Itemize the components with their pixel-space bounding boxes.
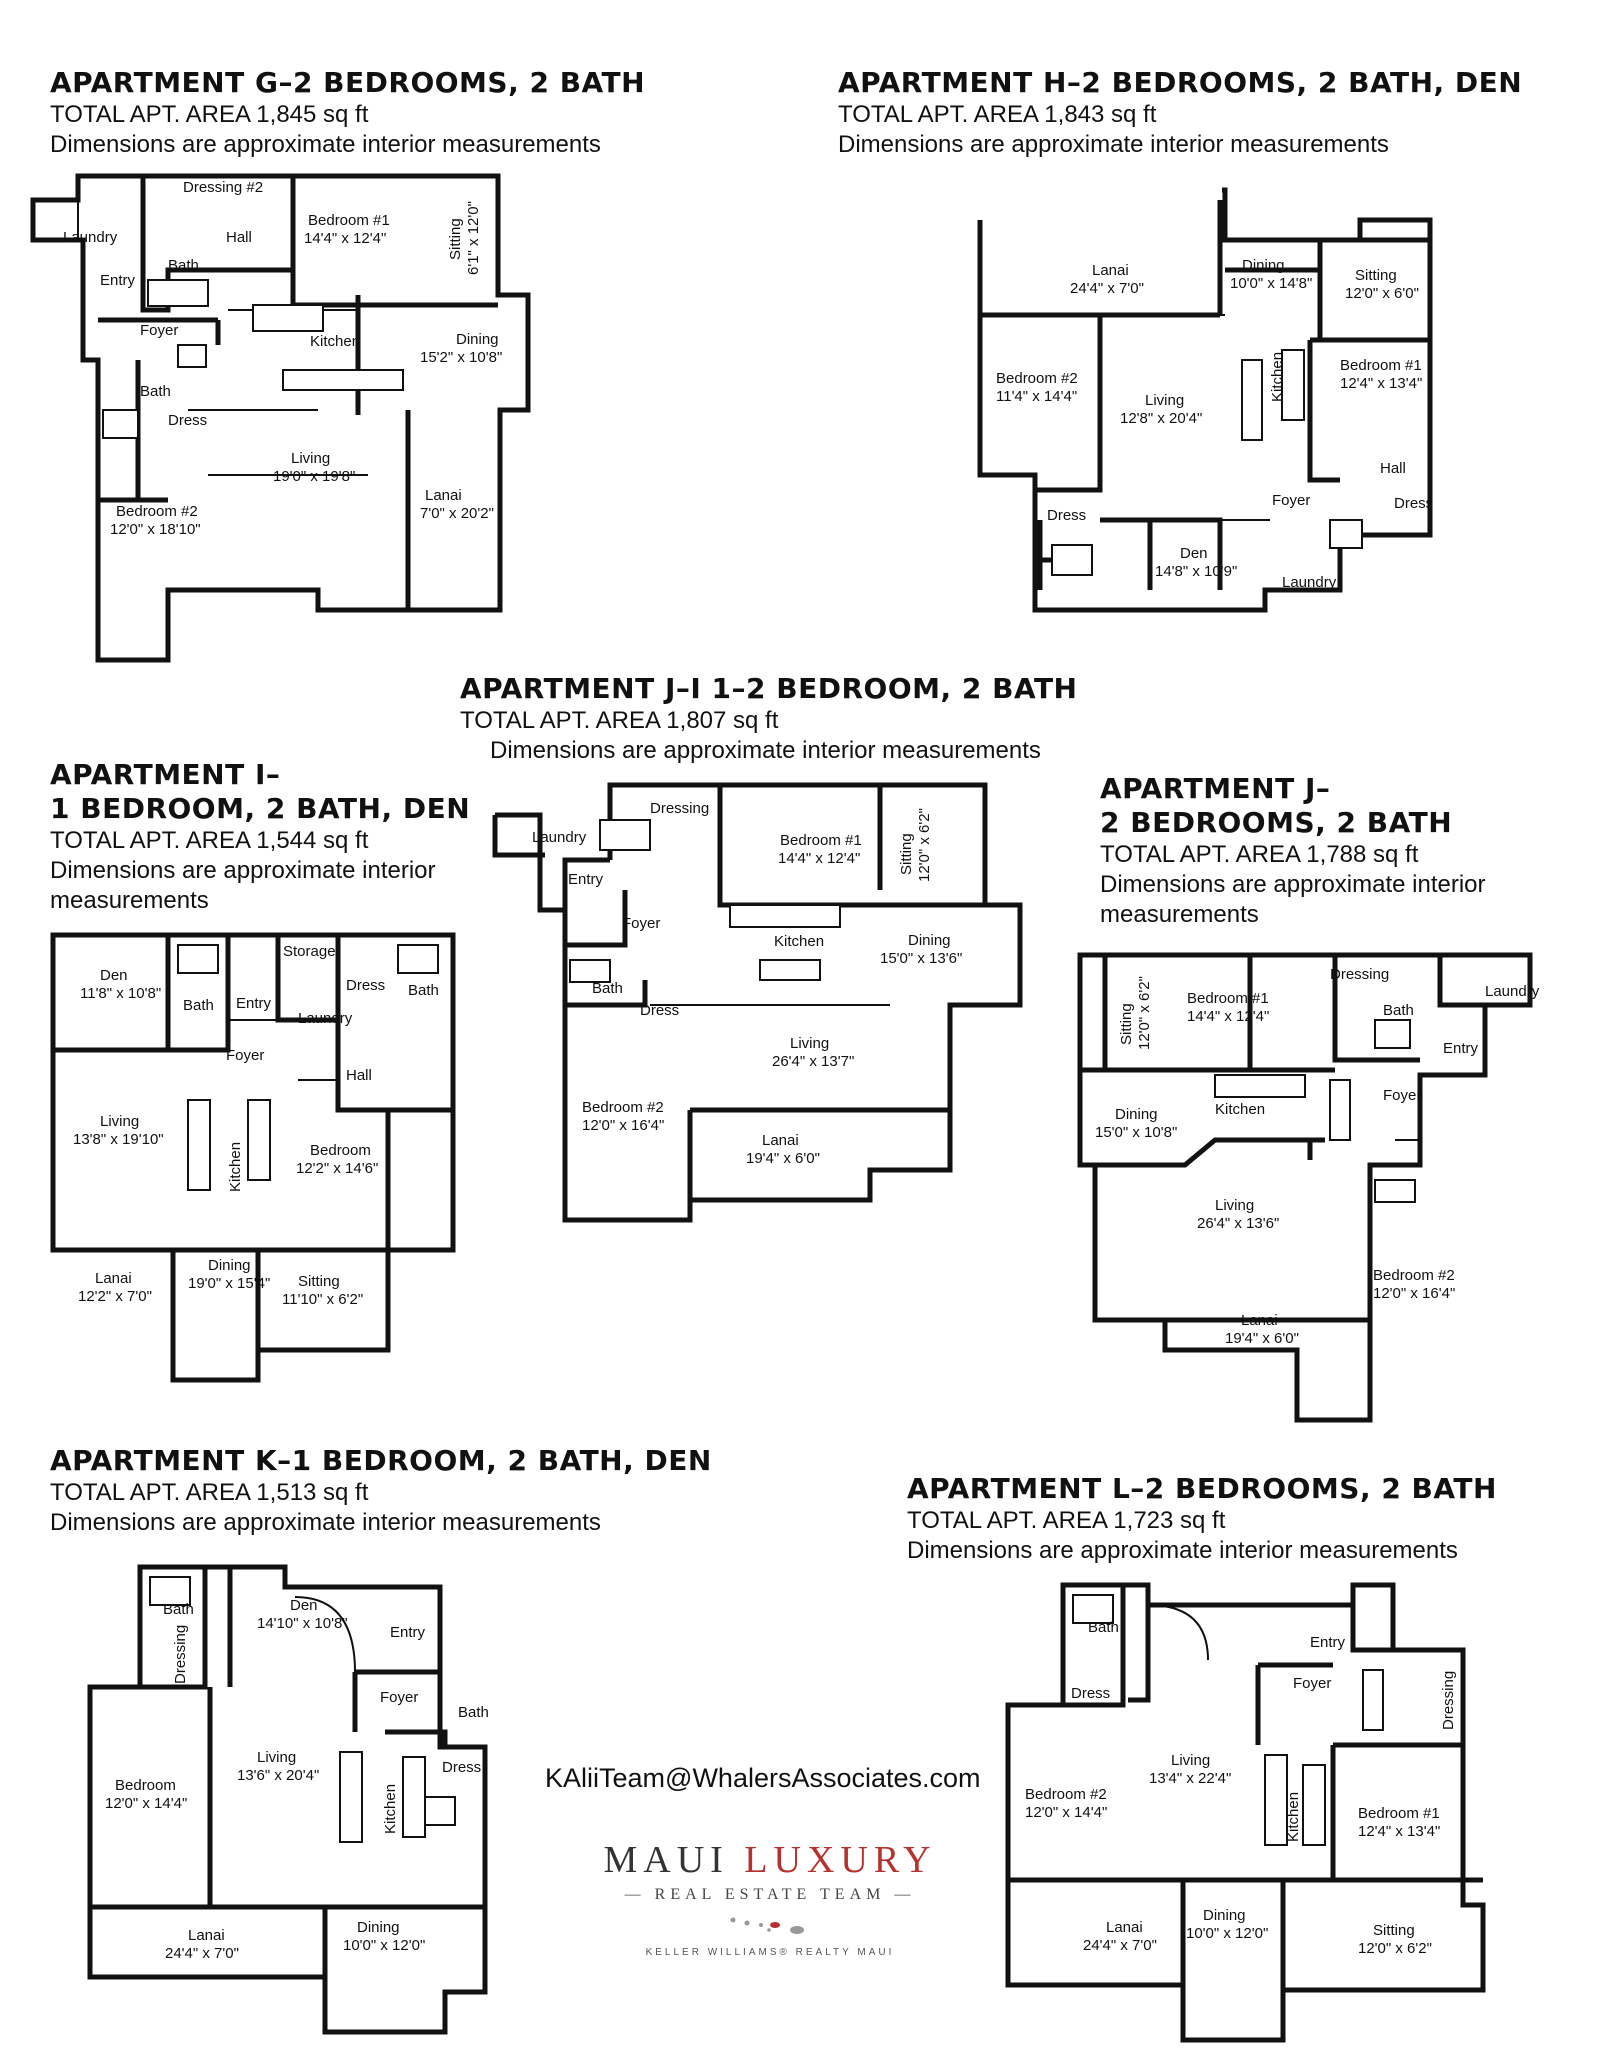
j-dining-dim: 15'0" x 10'8" [1095,1124,1178,1141]
j1-dress-label: Dress [640,1002,680,1019]
k-dining-label: Dining [357,1919,400,1936]
hawaii-islands-icon [725,1914,815,1934]
l-bedroom1-label: Bedroom #1 [1358,1805,1440,1822]
apartment-h-floorplan [980,190,1450,620]
i-dining-label: Dining [208,1257,251,1274]
l-living-label: Living [1171,1752,1211,1769]
l-lanai-dim: 24'4" x 7'0" [1083,1937,1157,1954]
apartment-k-area: TOTAL APT. AREA 1,513 sq ft [50,1479,369,1506]
l-entry-label: Entry [1310,1634,1346,1651]
apartment-h-dims-note: Dimensions are approximate interior measurements [838,131,1389,158]
j1-sitting-label: Sitting [898,833,915,875]
j1-lanai-label: Lanai [762,1132,799,1149]
j-lanai-dim: 19'4" x 6'0" [1225,1330,1299,1347]
k-den-dim: 14'10" x 10'8" [257,1615,348,1632]
h-bedroom2-dim: 11'4" x 14'4" [996,388,1078,405]
i-den-label: Den [100,967,128,984]
i-lanai-dim: 12'2" x 7'0" [78,1288,152,1305]
apartment-k-title: APARTMENT K–1 BEDROOM, 2 BATH, DEN [50,1444,712,1477]
i-dining-dim: 19'0" x 15'4" [188,1275,271,1292]
apartment-i-dims-note: Dimensions are approximate interior measurements [50,857,436,914]
g-entry-label: Entry [100,272,136,289]
g-dress-label: Dress [168,412,208,429]
h-dress-label: Dress [1047,507,1087,524]
h-bedroom2-label: Bedroom #2 [996,370,1078,387]
g-sitting-dim: 6'1" x 12'0" [465,201,482,275]
h-bedroom1-label: Bedroom #1 [1340,357,1422,374]
l-foyer-label: Foyer [1293,1675,1332,1692]
g-dressing2-label: Dressing #2 [183,179,264,196]
h-sitting-label: Sitting [1355,267,1397,284]
i-dress-label: Dress [346,977,386,994]
i-lanai-label: Lanai [95,1270,132,1287]
j-living-label: Living [1215,1197,1255,1214]
l-bedroom2-label: Bedroom #2 [1025,1786,1107,1803]
g-lanai-label: Lanai [425,487,462,504]
j1-living-label: Living [790,1035,830,1052]
h-kitchen-label: Kitchen [1269,351,1286,402]
j1-bath-label: Bath [592,980,623,997]
apartment-j1-floorplan [490,780,1030,1240]
j-living-dim: 26'4" x 13'6" [1197,1215,1280,1232]
i-den-dim: 11'8" x 10'8" [80,985,162,1002]
h-den-dim: 14'8" x 10'9" [1155,563,1238,580]
k-kitchen-label: Kitchen [382,1783,399,1834]
apartment-h-header [838,66,1522,160]
h-laundry-label: Laundry [1282,574,1337,591]
apartment-l-area: TOTAL APT. AREA 1,723 sq ft [907,1507,1226,1534]
h-hall-label: Hall [1380,460,1406,477]
j-bedroom2-dim: 12'0" x 16'4" [1373,1285,1456,1302]
h-lanai-dim: 24'4" x 7'0" [1070,280,1144,297]
i-living-label: Living [100,1113,140,1130]
g-living-label: Living [291,450,331,467]
g-laundry-label: Laundry [63,229,118,246]
k-dressing-label: Dressing [172,1624,189,1684]
apartment-l-floorplan [1003,1580,1493,2050]
l-kitchen-label: Kitchen [1285,1791,1302,1842]
j-lanai-label: Lanai [1241,1312,1278,1329]
j-sitting-dim: 12'0" x 6'2" [1136,976,1153,1050]
apartment-j-area: TOTAL APT. AREA 1,788 sq ft [1100,841,1419,868]
k-bath2-label: Bath [458,1704,489,1721]
h-living-label: Living [1145,392,1185,409]
h-dining-dim: 10'0" x 14'8" [1230,275,1313,292]
apartment-j1-title: APARTMENT J–I 1–2 BEDROOM, 2 BATH [460,672,1078,705]
apartment-g-header [50,66,645,160]
j1-bedroom2-dim: 12'0" x 16'4" [582,1117,665,1134]
j-sitting-label: Sitting [1118,1003,1135,1045]
logo-word-luxury: LUXURY [744,1839,937,1881]
j1-sitting-dim: 12'0" x 6'2" [916,808,933,882]
i-bath-label: Bath [183,997,214,1014]
l-sitting-dim: 12'0" x 6'2" [1358,1940,1432,1957]
k-dining-dim: 10'0" x 12'0" [343,1937,426,1954]
i-sitting-label: Sitting [298,1273,340,1290]
apartment-j-header [1100,772,1486,930]
j1-laundry-label: Laundry [532,829,587,846]
i-storage-label: Storage [283,943,336,960]
g-living-dim: 19'0" x 19'8" [273,468,356,485]
h-den-label: Den [1180,545,1208,562]
l-bath-label: Bath [1088,1619,1119,1636]
g-bedroom2-label: Bedroom #2 [116,503,198,520]
maui-luxury-logo [590,1838,950,1958]
i-living-dim: 13'8" x 19'10" [73,1131,164,1148]
apartment-g-floorplan [28,170,538,660]
k-dress-label: Dress [442,1759,482,1776]
g-sitting-label: Sitting [447,218,464,260]
apartment-j-dims-note: Dimensions are approximate interior measurements [1100,871,1486,928]
l-sitting-label: Sitting [1373,1922,1415,1939]
l-lanai-label: Lanai [1106,1919,1143,1936]
i-kitchen-label: Kitchen [227,1141,244,1192]
h-dress2-label: Dress [1394,495,1434,512]
j1-entry-label: Entry [568,871,604,888]
j-laundry-label: Laundry [1485,983,1540,1000]
logo-word-maui: MAUI [603,1839,729,1881]
k-bedroom-dim: 12'0" x 14'4" [105,1795,188,1812]
contact-email[interactable]: KAliiTeam@WhalersAssociates.com [545,1763,981,1793]
i-entry-label: Entry [236,995,272,1012]
i-sitting-dim: 11'10" x 6'2" [282,1291,364,1308]
g-lanai-dim: 7'0" x 20'2" [420,505,494,522]
j1-bedroom1-dim: 14'4" x 12'4" [778,850,861,867]
h-lanai-label: Lanai [1092,262,1129,279]
apartment-j-floorplan [1075,950,1575,1430]
apartment-j1-area: TOTAL APT. AREA 1,807 sq ft [460,707,779,734]
apartment-i-floorplan [48,930,468,1390]
j1-dressing-label: Dressing [650,800,710,817]
l-dressing-label: Dressing [1440,1670,1457,1730]
k-entry-label: Entry [390,1624,426,1641]
apartment-i-header [50,758,470,916]
apartment-k-dims-note: Dimensions are approximate interior measurements [50,1509,601,1536]
apartment-g-dims-note: Dimensions are approximate interior measurements [50,131,601,158]
logo-brokerage: KELLER WILLIAMS® REALTY MAUI [645,1947,895,1958]
apartment-j1-dims-note: Dimensions are approximate interior measurements [490,737,1041,764]
apartment-k-header [50,1444,712,1538]
j1-dining-label: Dining [908,932,951,949]
i-foyer-label: Foyer [226,1047,265,1064]
g-bath2-label: Bath [140,383,171,400]
l-bedroom2-dim: 12'0" x 14'4" [1025,1804,1108,1821]
g-bath-label: Bath [168,257,199,274]
k-den-label: Den [290,1597,318,1614]
g-dining-label: Dining [456,331,499,348]
j1-bedroom1-label: Bedroom #1 [780,832,862,849]
apartment-l-dims-note: Dimensions are approximate interior measurements [907,1537,1458,1564]
h-foyer-label: Foyer [1272,492,1311,509]
k-bedroom-label: Bedroom [115,1777,176,1794]
h-bedroom1-dim: 12'4" x 13'4" [1340,375,1423,392]
j1-dining-dim: 15'0" x 13'6" [880,950,963,967]
j-entry-label: Entry [1443,1040,1479,1057]
g-bedroom2-dim: 12'0" x 18'10" [110,521,201,538]
apartment-i-title: APARTMENT I– 1 BEDROOM, 2 BATH, DEN [50,758,471,825]
l-bedroom1-dim: 12'4" x 13'4" [1358,1823,1441,1840]
j-kitchen-label: Kitchen [1215,1101,1266,1118]
j1-kitchen-label: Kitchen [774,933,825,950]
logo-subtitle: — REAL ESTATE TEAM — [624,1886,916,1903]
k-bath-label: Bath [163,1601,194,1618]
k-living-dim: 13'6" x 20'4" [237,1767,320,1784]
l-dining-dim: 10'0" x 12'0" [1186,1925,1269,1942]
k-living-label: Living [257,1749,297,1766]
g-kitchen-label: Kitchen [310,333,361,350]
j1-foyer-label: Foyer [622,915,661,932]
l-living-dim: 13'4" x 22'4" [1149,1770,1232,1787]
i-bath2-label: Bath [408,982,439,999]
i-bedroom-label: Bedroom [310,1142,371,1159]
apartment-h-title: APARTMENT H–2 BEDROOMS, 2 BATH, DEN [838,66,1523,99]
j-bedroom1-label: Bedroom #1 [1187,990,1269,1007]
g-hall-label: Hall [226,229,252,246]
l-dining-label: Dining [1203,1907,1246,1924]
j-dressing-label: Dressing [1330,966,1390,983]
i-hall-label: Hall [346,1067,372,1084]
l-dress-label: Dress [1071,1685,1111,1702]
g-dining-dim: 15'2" x 10'8" [420,349,503,366]
j-bath-label: Bath [1383,1002,1414,1019]
j-bedroom2-label: Bedroom #2 [1373,1267,1455,1284]
apartment-j-title: APARTMENT J– 2 BEDROOMS, 2 BATH [1100,772,1453,839]
g-bedroom1-label: Bedroom #1 [308,212,390,229]
apartment-l-title: APARTMENT L–2 BEDROOMS, 2 BATH [907,1472,1497,1505]
apartment-g-area: TOTAL APT. AREA 1,845 sq ft [50,101,369,128]
j1-bedroom2-label: Bedroom #2 [582,1099,664,1116]
apartment-i-area: TOTAL APT. AREA 1,544 sq ft [50,827,369,854]
k-lanai-label: Lanai [188,1927,225,1944]
h-sitting-dim: 12'0" x 6'0" [1345,285,1419,302]
apartment-g-title: APARTMENT G–2 BEDROOMS, 2 BATH [50,66,646,99]
apartment-k-floorplan [85,1562,565,2042]
apartment-j1-header [460,672,1078,766]
j-foyer-label: Foyer [1383,1087,1422,1104]
k-lanai-dim: 24'4" x 7'0" [165,1945,239,1962]
apartment-h-area: TOTAL APT. AREA 1,843 sq ft [838,101,1157,128]
j1-living-dim: 26'4" x 13'7" [772,1053,855,1070]
logo-wordmark [590,1838,950,1882]
j-bedroom1-dim: 14'4" x 12'4" [1187,1008,1270,1025]
i-laundry-label: Laundry [298,1010,353,1027]
i-bedroom-dim: 12'2" x 14'6" [296,1160,379,1177]
k-foyer-label: Foyer [380,1689,419,1706]
j-dining-label: Dining [1115,1106,1158,1123]
h-dining-label: Dining [1242,257,1285,274]
g-bedroom1-dim: 14'4" x 12'4" [304,230,387,247]
g-foyer-label: Foyer [140,322,179,339]
j1-lanai-dim: 19'4" x 6'0" [746,1150,820,1167]
h-living-dim: 12'8" x 20'4" [1120,410,1203,427]
apartment-l-header [907,1472,1497,1566]
